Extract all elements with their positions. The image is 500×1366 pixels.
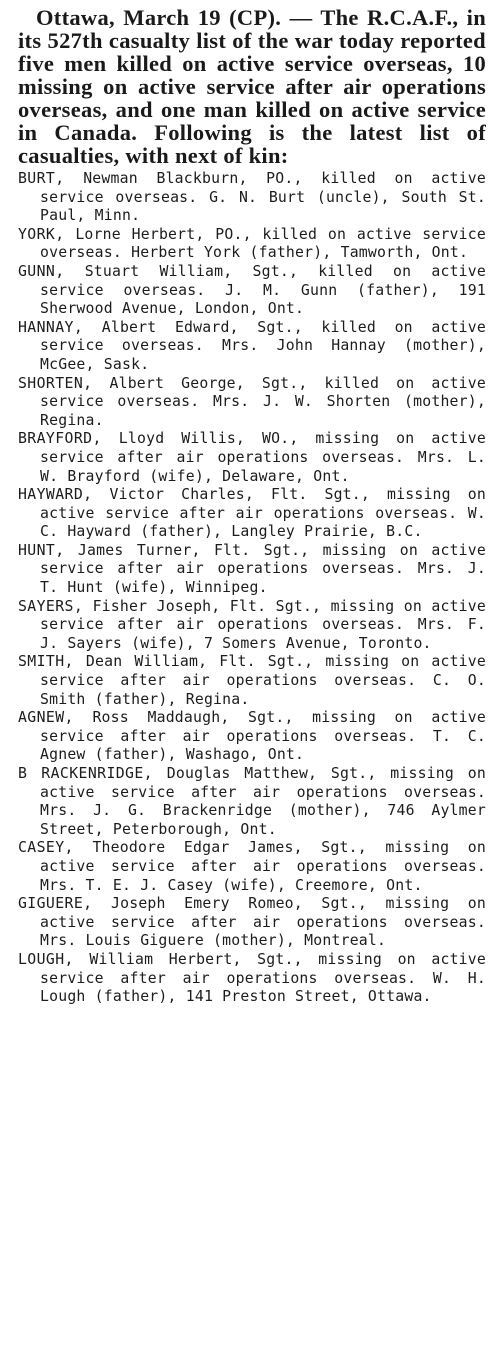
casualty-details: Lloyd Willis, WO., missing on active service after air operations overseas. Mrs. L. W. Brayford (wife), Delaware, Ont. [40, 430, 487, 485]
casualty-entry [18, 542, 486, 598]
casualty-surname: YORK, [18, 225, 65, 243]
casualty-surname: HUNT, [18, 541, 65, 559]
casualty-surname: GUNN, [18, 262, 65, 280]
casualty-details: Victor Charles, Flt. Sgt., missing on active service after air operations overseas. W. C. Hayward (father), Langley Prairie, B.C. [40, 486, 487, 541]
casualty-entry [18, 709, 486, 765]
casualty-entry [18, 375, 486, 431]
casualty-entry [18, 226, 486, 263]
casualty-entry [18, 765, 486, 839]
casualty-surname: GIGUERE, [18, 895, 93, 913]
casualty-surname: SMITH, [18, 653, 74, 671]
casualty-surname: B RACKENRIDGE, [18, 765, 153, 782]
casualty-details: Dean William, Flt. Sgt., missing on active service after air operations overseas. C. O. Smith (father), Regina. [40, 653, 487, 708]
casualty-details: Newman Blackburn, PO., killed on active service overseas. G. N. Burt (uncle), South St. Paul, Minn. [40, 170, 487, 225]
casualty-details: Douglas Matthew, Sgt., missing on active service after air operations overseas. Mrs. J. G. Brackenridge (mother), 746 Aylmer Street, Peterborough, Ont. [40, 765, 486, 838]
casualty-surname: CASEY, [18, 839, 74, 857]
casualty-entry [18, 319, 486, 375]
casualty-surname: SAYERS, [18, 597, 84, 615]
casualty-entry [18, 486, 486, 542]
casualty-surname: BRAYFORD, [18, 430, 102, 448]
casualty-entry [18, 263, 486, 319]
casualty-entry [18, 170, 486, 226]
casualty-details: Fisher Joseph, Flt. Sgt., missing on active service after air operations overseas. Mrs. F. J. Sayers (wife), 7 Somers Avenue, Toronto. [40, 597, 486, 652]
casualty-details: James Turner, Flt. Sgt., missing on active service after air operations overseas. Mrs. J. T. Hunt (wife), Winnipeg. [40, 541, 487, 597]
dateline: Ottawa, March 19 (CP). — [36, 5, 313, 30]
casualty-details: William Herbert, Sgt., missing on active service after air operations overseas. W. H. Lough (father), 141 Preston Street, Ottawa. [40, 950, 487, 1006]
casualty-surname: LOUGH, [18, 950, 74, 968]
casualty-details: Joseph Emery Romeo, Sgt., missing on active service after air operations overseas. Mrs. Louis Giguere (mother), Montreal. [40, 895, 487, 950]
casualty-entry [18, 895, 486, 951]
casualty-surname: HANNAY, [18, 318, 84, 336]
lead-paragraph: The R.C.A.F., in its 527th casualty list of the war today reported five men killed on active service overseas, 10 missing on active service after air operations overseas, and one man killed on active service in Canada. Following is the latest list of casualties, with next of kin: [18, 5, 487, 168]
casualty-details: Stuart William, Sgt., killed on active service overseas. J. M. Gunn (father), 191 Sherwood Avenue, London, Ont. [40, 262, 487, 318]
casualty-details: Theodore Edgar James, Sgt., missing on active service after air operations overseas. Mrs. T. E. J. Casey (wife), Creemore, Ont. [40, 839, 486, 894]
casualty-surname: SHORTEN, [18, 374, 93, 392]
casualty-list [18, 170, 486, 1007]
casualty-surname: AGNEW, [18, 709, 74, 727]
casualty-surname: BURT, [18, 170, 65, 187]
casualty-surname: HAYWARD, [18, 486, 93, 504]
casualty-entry [18, 653, 486, 709]
casualty-entry [18, 430, 486, 486]
casualty-entry [18, 839, 486, 895]
casualty-details: Ross Maddaugh, Sgt., missing on active service after air operations overseas. T. C. Agnew (father), Washago, Ont. [40, 709, 486, 764]
article-intro [18, 6, 486, 167]
casualty-details: Albert Edward, Sgt., killed on active service overseas. Mrs. John Hannay (mother), McGee, Sask. [40, 318, 487, 373]
casualty-entry [18, 951, 486, 1007]
casualty-details: Albert George, Sgt., killed on active service overseas. Mrs. J. W. Shorten (mother), Regina. [40, 374, 487, 429]
casualty-entry [18, 598, 486, 654]
casualty-details: Lorne Herbert, PO., killed on active service overseas. Herbert York (father), Tamworth, Ont. [40, 225, 486, 262]
